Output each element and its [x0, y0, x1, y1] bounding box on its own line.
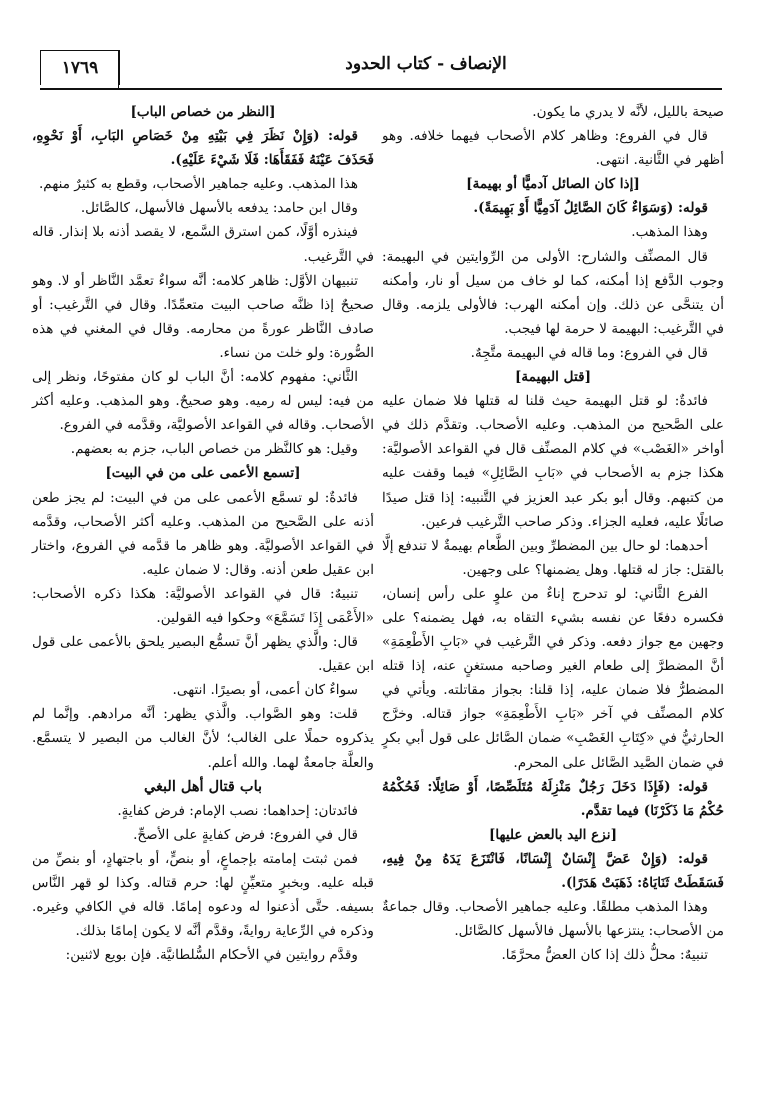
- paragraph: قال في الفروع: فرض كفايةٍ على الأصحِّ.: [133, 826, 358, 843]
- paragraph: قال المصنِّف والشارح: الأولى من الرِّوايتين في البهيمة: وجوب الدَّفع إذا أمكنه، كما لو خاف من سيل أو نار، وأمكنه أن يتنحَّى عن ذلك. وإن أمكنه الهرب: فالأولى يلزمه. وقال في التَّرغيب: البهيمة لا حرمة لها فيجب.: [382, 248, 724, 337]
- paragraph: فائدتان: إحداهما: نصب الإمام: فرض كفايةٍ.: [117, 802, 358, 819]
- quoted-text: قوله: (وَسَوَاءٌ كَانَ الصَّائِلُ آدَمِيًّا أَوْ بَهِيمَةً).: [473, 200, 708, 217]
- paragraph: وهذا المذهب مطلقًا. وعليه جماهير الأصحاب. وقال جماعةٌ من الأصحاب: ينتزعها بالأسهل فالأسهل كالصَّائل.: [382, 899, 724, 940]
- paragraph: فائدةٌ: لو تسمَّع الأعمى على من في البيت: لم يجز طعن أذنه على الصَّحيح من المذهب. وعليه أكثر الأصحاب، وقدَّمه في القواعد الأصوليَّة. وهو ظاهر ما قدَّمه في الفروع، واختار ابن عقيل طعن أذنه. وقال: لا ضمان عليه.: [32, 489, 374, 578]
- quoted-text: قوله: (فَإِذَا دَخَلَ رَجُلٌ مَنْزِلَهُ مُتَلَصِّصًا، أَوْ صَائِلًا: فَحُكْمُهُ حُكْمُ مَا ذَكَرْنَا) فيما تقدَّم.: [382, 778, 724, 819]
- paragraph: الثَّاني: مفهوم كلامه: أنَّ الباب لو كان مفتوحًا، ونظر إلى من فيه: ليس له رميه. وهو صحيحٌ. وهو المذهب. وعليه أكثر الأصحاب. وقاله في القواعد الأصوليَّة، وقدَّمه في الفروع.: [32, 369, 374, 434]
- section-heading: [النظر من خصاص الباب]: [130, 104, 276, 120]
- paragraph: قال: والَّذي يظهر أنَّ تسمُّع البصير يلحق بالأعمى على قول ابن عقيل.: [32, 634, 374, 675]
- paragraph: وقدَّم روايتين في الأحكام السُّلطانيَّة. فإن بويع لاثنين:: [65, 947, 358, 964]
- chapter-heading: باب قتال أهل البغي: [143, 777, 263, 795]
- paragraph: وقال ابن حامد: يدفعه بالأسهل فالأسهل، كالصَّائل.: [80, 200, 358, 217]
- paragraph: الفرع الثَّاني: لو تدحرج إناءٌ من علوٍ على رأس إنسان، فكسره دفعًا عن نفسه بشيء التقاه به، فهل يضمنه؟ على وجهين مع جواز دفعه. وذكر في التَّرغيب في «بَابِ الأَطْعِمَةِ» أنَّ المضطرَّ إلى طعام الغير وصاحبه مستغنٍ عنه، إذا قتله المضطرُّ فلا ضمان عليه، إذا قلنا: بجواز مقاتلته. ويأتي في كلام المصنِّف في آخر «بَابِ الأَطْعِمَةِ» جواز قتاله. وخرَّج الحارثيُّ في «كِتَابِ الغَصْبِ» ضمان الصَّائل على قول أبي بكرٍ في ضمان الصَّيد الصَّائل على المحرم.: [382, 585, 724, 771]
- paragraph: صيحة بالليل، لأنَّه لا يدري ما يكون.: [532, 104, 724, 120]
- section-heading: [قتل البهيمة]: [514, 369, 592, 386]
- header-divider: [118, 50, 119, 88]
- left-column: [32, 100, 374, 967]
- section-heading: [نزع اليد بالعض عليها]: [488, 826, 617, 843]
- running-title: الإنصاف - كتاب الحدود: [345, 54, 507, 74]
- paragraph: قال في الفروع: وظاهر كلام الأصحاب فيهما خلافه. وهو أظهر في الثَّانية. انتهى.: [382, 128, 724, 169]
- paragraph: تنبيهٌ: قال في القواعد الأصوليَّة: هكذا ذكره الأصحاب: «الأَعْمَى إِذَا تَسَمَّعَ» وحكوا فيه القولين.: [32, 585, 374, 626]
- page-number: ١٧٦٩: [40, 50, 120, 85]
- page-header: [40, 44, 722, 90]
- paragraph: وهذا المذهب.: [631, 224, 708, 241]
- paragraph: فائدةٌ: لو قتل البهيمة حيث قلنا له قتلها فلا ضمان عليه على الصَّحيح من المذهب. وعليه الأصحاب. وتقدَّم ذلك في أواخر «الغَصْب» في كلام المصنِّف قال في القواعد الأصوليَّة: هكذا جزم به الأصحاب في «بَابِ الصَّائِلِ» فيما وقفت عليه من كتبهم. وقال أبو بكر عبد العزيز في التَّنبيه: إذا قتل صيدًا صائلًا عليه، فعليه الجزاء. وذكر صاحب التَّرغيب فرعين.: [382, 393, 724, 530]
- paragraph: هذا المذهب. وعليه جماهير الأصحاب، وقطع به كثيرٌ منهم.: [38, 176, 358, 193]
- paragraph: وقيل: هو كالنَّظر من خصاص الباب، جزم به بعضهم.: [70, 441, 358, 458]
- paragraph: تنبيهان الأوَّل: ظاهر كلامه: أنَّه سواءٌ تعمَّد النَّاظر أو لا. وهو صحيحٌ إذا ظنَّه صاحب البيت متعمِّدًا. وقال في التَّرغيب: أو صادف النَّاظر عورةً من محارمه. وقال في المغني في هذه الصُّورة: ولو خلت من نساء.: [32, 272, 374, 361]
- paragraph: أحدهما: لو حال بين المضطرِّ وبين الطَّعام بهيمةٌ لا تندفع إلَّا بالقتل: جاز له قتلها. وهل يضمنها؟ على وجهين.: [382, 537, 724, 578]
- section-heading: [تسمع الأعمى على من في البيت]: [105, 465, 301, 482]
- paragraph: قلت: وهو الصَّواب. والَّذي يظهر: أنَّه مرادهم. وإنَّما لم يذكروه حملًا على الغالب؛ لأنَّ الغالب من البصير لا يتسمَّع. والعلَّة جامعةٌ لهما. والله أعلم.: [32, 706, 374, 771]
- paragraph: سواءٌ كان أعمى، أو بصيرًا. انتهى.: [172, 682, 358, 699]
- paragraph: فينذره أوَّلًا، كمن استرق السَّمع، لا يقصد أذنه بلا إنذار. قاله في التَّرغيب.: [32, 224, 374, 265]
- quoted-text: قوله: (وَإِنْ نَظَرَ فِي بَيْتِهِ مِنْ خَصَاصِ البَابِ، أَوْ نَحْوِهِ، فَحَذَفَ عَيْنَهُ فَفَقَأَهَا: فَلَا شَيْءَ عَلَيْهِ).: [32, 128, 374, 169]
- paragraph: قال في الفروع: وما قاله في البهيمة متَّجِهٌ.: [470, 344, 708, 361]
- quoted-text: قوله: (وَإِنْ عَضَّ إِنْسَانٌ إِنْسَانًا، فَانْتَزَعَ يَدَهُ مِنْ فِيهِ، فَسَقَطَتْ ثَنَايَاهُ: ذَهَبَتْ هَدَرًا).: [382, 850, 724, 891]
- right-column: [382, 100, 724, 967]
- section-heading: [إذا كان الصائل آدميًّا أو بهيمة]: [466, 176, 640, 193]
- paragraph: فمن ثبتت إمامته بإجماعٍ، أو بنصٍّ، أو باجتهادٍ، أو بنصِّ من قبله عليه. وبخبرٍ متعيِّنٍ لها: حرم قتاله. وكذا لو قهر النَّاس بسيفه. حتَّى أذعنوا له ودعوه إمامًا. قاله في الكافي وغيره. وذكره في الرِّعاية روايةً، وقدَّم أنَّه لا يكون إمامًا بذلك.: [32, 850, 374, 940]
- paragraph: تنبيهٌ: محلُّ ذلك إذا كان العضُّ محرَّمًا.: [501, 947, 708, 964]
